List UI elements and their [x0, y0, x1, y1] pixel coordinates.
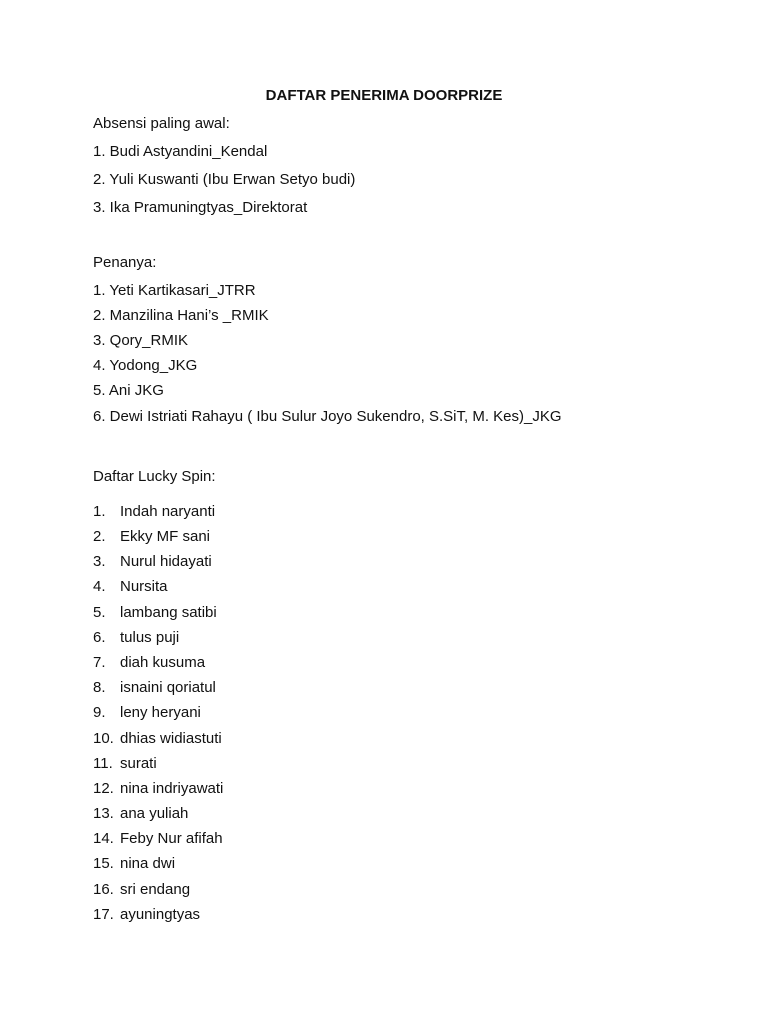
- lucky-spin-name: lambang satibi: [120, 604, 217, 621]
- lucky-spin-name: leny heryani: [120, 704, 201, 721]
- absensi-heading: Absensi paling awal:: [93, 115, 230, 132]
- lucky-spin-name: diah kusuma: [120, 654, 206, 671]
- lucky-spin-name: surati: [120, 755, 157, 772]
- penanya-item: 2. Manzilina Hani’s _RMIK: [93, 307, 269, 324]
- lucky-spin-name: ayuningtyas: [120, 906, 201, 923]
- lucky-spin-name: nina dwi: [120, 855, 176, 872]
- lucky-spin-number: 17.: [93, 906, 114, 923]
- penanya-item: 3. Qory_RMIK: [93, 332, 189, 349]
- lucky-spin-number: 3.: [93, 553, 106, 570]
- lucky-spin-name: Indah naryanti: [120, 503, 216, 520]
- lucky-spin-name: dhias widiastuti: [120, 730, 222, 747]
- lucky-spin-number: 14.: [93, 830, 114, 847]
- lucky-spin-name: isnaini qoriatul: [120, 679, 216, 696]
- penanya-item: 6. Dewi Istriati Rahayu ( Ibu Sulur Joyo Sukendro, S.SiT, M. Kes)_JKG: [93, 408, 562, 425]
- lucky-spin-number: 7.: [93, 654, 106, 671]
- lucky-spin-number: 6.: [93, 629, 106, 646]
- lucky-spin-name: Nursita: [120, 578, 168, 595]
- absensi-item: 2. Yuli Kuswanti (Ibu Erwan Setyo budi): [93, 171, 356, 188]
- lucky-spin-number: 15.: [93, 855, 114, 872]
- lucky-spin-number: 16.: [93, 881, 114, 898]
- lucky-spin-name: Nurul hidayati: [120, 553, 212, 570]
- lucky-spin-number: 12.: [93, 780, 114, 797]
- lucky-spin-name: nina indriyawati: [120, 780, 224, 797]
- penanya-item: 1. Yeti Kartikasari_JTRR: [93, 282, 256, 299]
- lucky-spin-name: Feby Nur afifah: [120, 830, 223, 847]
- absensi-item: 1. Budi Astyandini_Kendal: [93, 143, 268, 160]
- lucky-spin-heading: Daftar Lucky Spin:: [93, 468, 216, 485]
- lucky-spin-name: ana yuliah: [120, 805, 189, 822]
- lucky-spin-number: 8.: [93, 679, 106, 696]
- lucky-spin-name: Ekky MF sani: [120, 528, 211, 545]
- lucky-spin-number: 10.: [93, 730, 114, 747]
- absensi-item: 3. Ika Pramuningtyas_Direktorat: [93, 199, 308, 216]
- lucky-spin-number: 9.: [93, 704, 106, 721]
- penanya-item: 5. Ani JKG: [93, 382, 164, 399]
- lucky-spin-number: 2.: [93, 528, 106, 545]
- lucky-spin-number: 1.: [93, 503, 106, 520]
- penanya-heading: Penanya:: [93, 254, 157, 271]
- document-title: DAFTAR PENERIMA DOORPRIZE: [265, 87, 503, 104]
- lucky-spin-name: sri endang: [120, 881, 191, 898]
- lucky-spin-number: 11.: [93, 755, 113, 772]
- lucky-spin-name: tulus puji: [120, 629, 180, 646]
- lucky-spin-number: 5.: [93, 604, 106, 621]
- lucky-spin-number: 4.: [93, 578, 106, 595]
- penanya-item: 4. Yodong_JKG: [93, 357, 198, 374]
- lucky-spin-number: 13.: [93, 805, 114, 822]
